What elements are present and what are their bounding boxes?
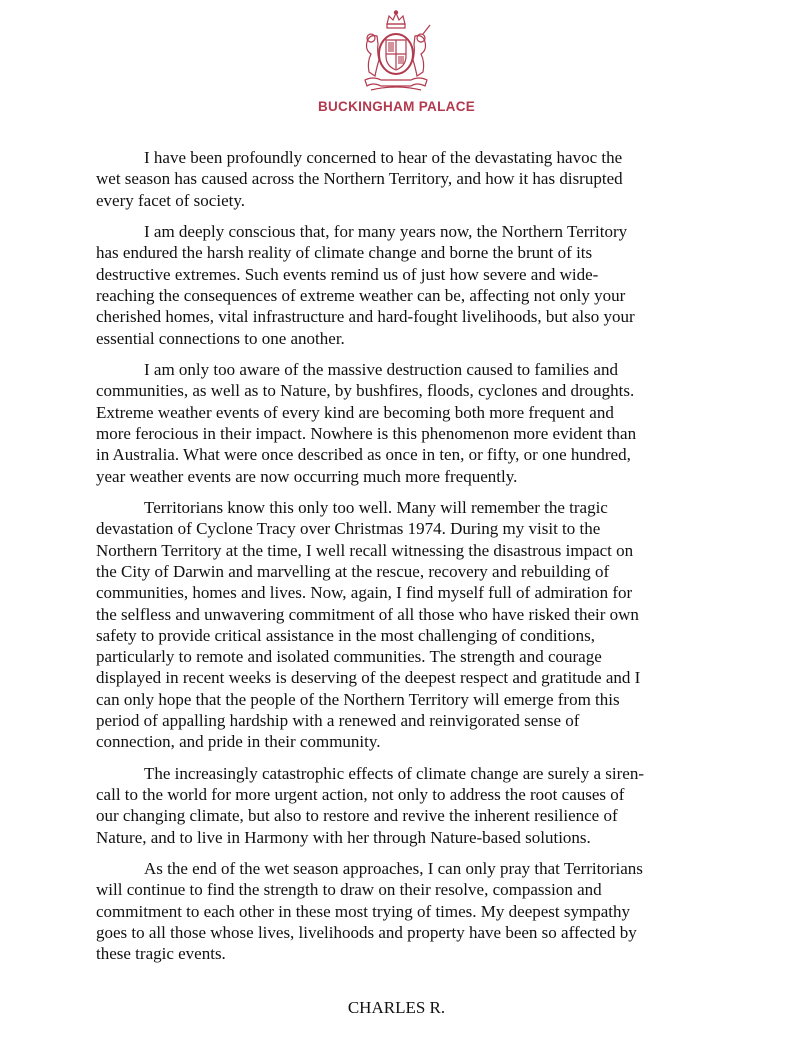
paragraph: I am deeply conscious that, for many years now, the Northern Territory has endured the harsh reality of climate change and borne the brunt of its destructive extremes. Such events remind us of just how severe and wide- reaching the consequences of extreme weather can be, affecting not only your cherished homes, vital infrastructure and hard-fought livelihoods, but also your essential connections to one another. bbox=[96, 222, 635, 348]
paragraph: I have been profoundly concerned to hear of the devastating havoc the wet season has caused across the Northern Territory, and how it has disrupted every facet of society. bbox=[96, 148, 623, 210]
letter-body bbox=[96, 147, 712, 975]
paragraph: I am only too aware of the massive destruction caused to families and communities, as well as to Nature, by bushfires, floods, cyclones and droughts. Extreme weather events of every kind are becoming both more frequent and more ferocious in their impact. Nowhere is this phenomenon more evident than in Australia. What were once described as once in ten, or fifty, or one hundred, year weather events are now occurring much more frequently. bbox=[96, 360, 637, 486]
paragraph: Territorians know this only too well. Many will remember the tragic devastation of Cyclone Tracy over Christmas 1974. During my visit to the Northern Territory at the time, I well recall witnessing the disastrous impact on the City of Darwin and marvelling at the rescue, recovery and rebuilding of communities, homes and lives. Now, again, I find myself full of admiration for the selfless and unwavering commitment of all those who have risked their own safety to provide critical assistance in the most challenging of conditions, particularly to remote and isolated communities. The strength and courage displayed in recent weeks is deserving of the deepest respect and gratitude and I can only hope that the people of the Northern Territory will emerge from this period of appalling hardship with a renewed and reinvigorated sense of connection, and pride in their community. bbox=[96, 498, 641, 752]
letterhead-title: BUCKINGHAM PALACE bbox=[317, 99, 476, 114]
royal-coat-of-arms-icon bbox=[351, 10, 441, 96]
signature: CHARLES R. bbox=[347, 998, 446, 1017]
paragraph: The increasingly catastrophic effects of climate change are surely a siren- call to the world for more urgent action, not only to address the root causes of our changing climate, but also to restore and revive the inherent resilience of Nature, and to live in Harmony with her through Nature-based solutions. bbox=[96, 763, 645, 847]
paragraph: As the end of the wet season approaches, I can only pray that Territorians will continue to find the strength to draw on their resolve, compassion and commitment to each other in these most trying of times. My deepest sympathy goes to all those whose lives, livelihoods and property have been so affected by these tragic events. bbox=[96, 859, 643, 964]
